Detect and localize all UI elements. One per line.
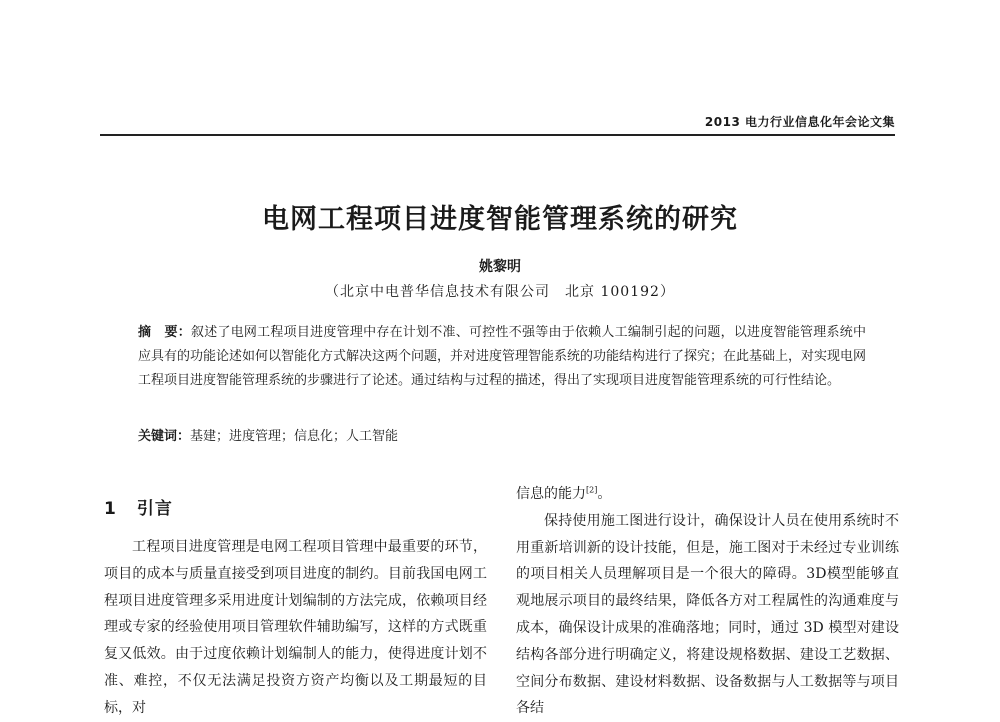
right-column xyxy=(516,481,899,722)
body-paragraph: 保持使用施工图进行设计，确保设计人员在使用系统时不用重新培训新的设计技能，但是，施工图对于未经过专业训练的项目相关人员理解项目是一个很大的障碍。3D模型能够直观地展示项目的最终结果，降低各方对工程属性的沟通难度与成本，确保设计成果的准确落地；同时，通过 3D 模型对建设结构各部分进行明确定义，将建设规格数据、建设工艺数据、空间分布数据、建设材料数据、设备数据与人工数据等与项目各结 xyxy=(516,512,899,717)
continuation-end: 。 xyxy=(597,486,612,502)
section-number: 1 xyxy=(104,499,117,519)
paper-title: 电网工程项目进度智能管理系统的研究 xyxy=(262,204,738,235)
running-header: 2013 电力行业信息化年会论文集 xyxy=(704,115,895,129)
continuation-body: 信息的能力 xyxy=(516,486,586,502)
continuation-text xyxy=(516,481,899,508)
paper-author: 姚黎明 xyxy=(479,259,521,275)
left-column xyxy=(104,534,487,722)
keywords xyxy=(138,425,866,449)
keywords-text: 基建；进度管理；信息化；人工智能 xyxy=(190,429,399,444)
keywords-label: 关键词： xyxy=(138,429,191,444)
abstract xyxy=(138,321,866,393)
intro-paragraph: 工程项目进度管理是电网工程项目管理中最重要的环节，项目的成本与质量直接受到项目进度的制约。目前我国电网工程项目进度管理多采用进度计划编制的方法完成，依赖项目经理或专家的经验使用项目管理软件辅助编写，这样的方式既重复又低效。由于过度依赖计划编制人的能力，使得进度计划不准、难控，不仅无法满足投资方资产均衡以及工期最短的目标，对 xyxy=(104,539,487,716)
author-affiliation: （北京中电普华信息技术有限公司 北京 100192） xyxy=(325,284,675,300)
citation-ref: [2] xyxy=(586,485,598,495)
section-title: 引言 xyxy=(136,499,173,519)
header-divider xyxy=(100,134,895,136)
abstract-label: 摘 要： xyxy=(138,325,191,340)
section-heading xyxy=(104,494,173,519)
abstract-text: 叙述了电网工程项目进度管理中存在计划不准、可控性不强等由于依赖人工编制引起的问题，以进度智能管理系统中应具有的功能论述如何以智能化方式解决这两个问题，并对进度管理智能系统的功能结构进行了探究；在此基础上，对实现电网工程项目进度智能管理系统的步骤进行了论述。通过结构与过程的描述，得出了实现项目进度智能管理系统的可行性结论。 xyxy=(138,325,867,388)
